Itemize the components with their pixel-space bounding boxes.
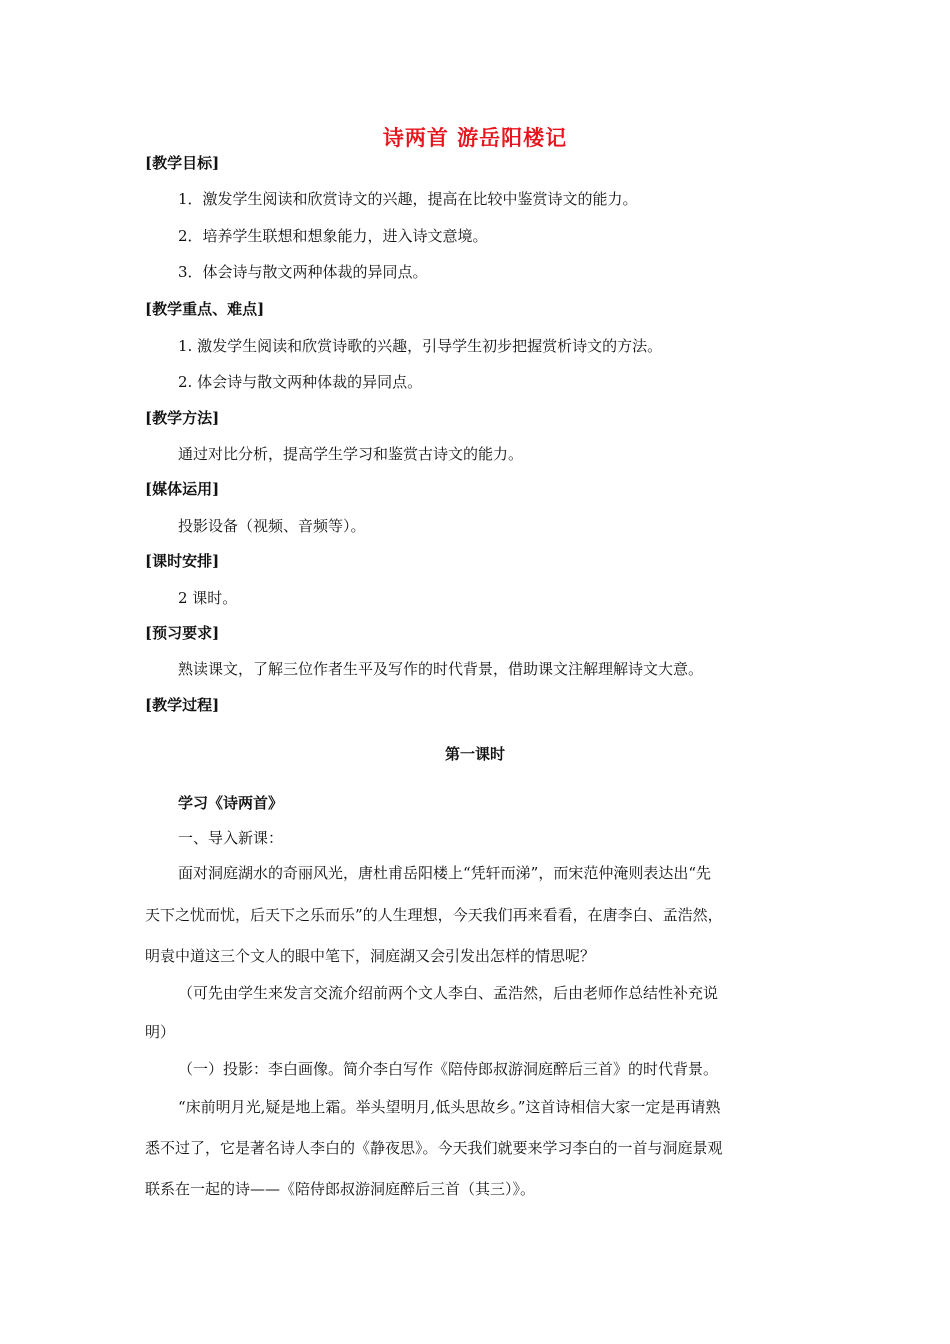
paragraph-1-line-2: 天下之忧而忧，后天下之乐而乐”的人生理想，今天我们再来看看，在唐李白、孟浩然，	[145, 906, 723, 924]
heading-schedule: [课时安排]	[145, 552, 220, 570]
heading-process: [教学过程]	[145, 696, 220, 714]
heading-methods: [教学方法]	[145, 409, 220, 427]
schedule-text: 2 课时。	[178, 589, 238, 607]
paragraph-1-line-1: 面对洞庭湖水的奇丽风光，唐杜甫岳阳楼上“凭轩而涕”，而宋范仲淹则表达出“先	[178, 864, 712, 882]
heading-key-points: [教学重点、难点]	[145, 300, 265, 318]
intro-label: 一、导入新课：	[178, 829, 284, 847]
heading-preview: [预习要求]	[145, 624, 220, 642]
paragraph-2-line-1: （可先由学生来发言交流介绍前两个文人李白、孟浩然，后由老师作总结性补充说	[178, 984, 719, 1002]
paragraph-2-line-2: 明）	[145, 1023, 176, 1041]
goal-item-1: 1．激发学生阅读和欣赏诗文的兴趣，提高在比较中鉴赏诗文的能力。	[178, 190, 638, 208]
lesson-subheading: 学习《诗两首》	[178, 794, 284, 812]
media-text: 投影设备（视频、音频等）。	[178, 517, 366, 535]
document-title: 诗两首 游岳阳楼记	[382, 125, 568, 150]
paragraph-4-line-2: 悉不过了，它是著名诗人李白的《静夜思》。今天我们就要来学习李白的一首与洞庭景观	[145, 1139, 723, 1157]
heading-media: [媒体运用]	[145, 480, 220, 498]
key-point-item-2: 2. 体会诗与散文两种体裁的异同点。	[178, 373, 423, 391]
key-point-item-1: 1. 激发学生阅读和欣赏诗歌的兴趣，引导学生初步把握赏析诗文的方法。	[178, 337, 663, 355]
paragraph-3: （一）投影：李白画像。简介李白写作《陪侍郎叔游洞庭醉后三首》的时代背景。	[178, 1060, 719, 1078]
heading-goals: [教学目标]	[145, 154, 220, 172]
paragraph-1-line-3: 明袁中道这三个文人的眼中笔下，洞庭湖又会引发出怎样的情思呢？	[145, 947, 596, 965]
goal-item-3: 3．体会诗与散文两种体裁的异同点。	[178, 263, 428, 281]
preview-text: 熟读课文，了解三位作者生平及写作的时代背景，借助课文注解理解诗文大意。	[178, 660, 704, 678]
paragraph-4-line-3: 联系在一起的诗——《陪侍郎叔游洞庭醉后三首（其三）》。	[145, 1180, 536, 1198]
paragraph-4-line-1: “床前明月光,疑是地上霜。举头望明月,低头思故乡。”这首诗相信大家一定是再请熟	[178, 1098, 721, 1116]
methods-text: 通过对比分析，提高学生学习和鉴赏古诗文的能力。	[178, 445, 524, 463]
goal-item-2: 2．培养学生联想和想象能力，进入诗文意境。	[178, 227, 488, 245]
lesson-heading: 第一课时	[444, 745, 505, 763]
